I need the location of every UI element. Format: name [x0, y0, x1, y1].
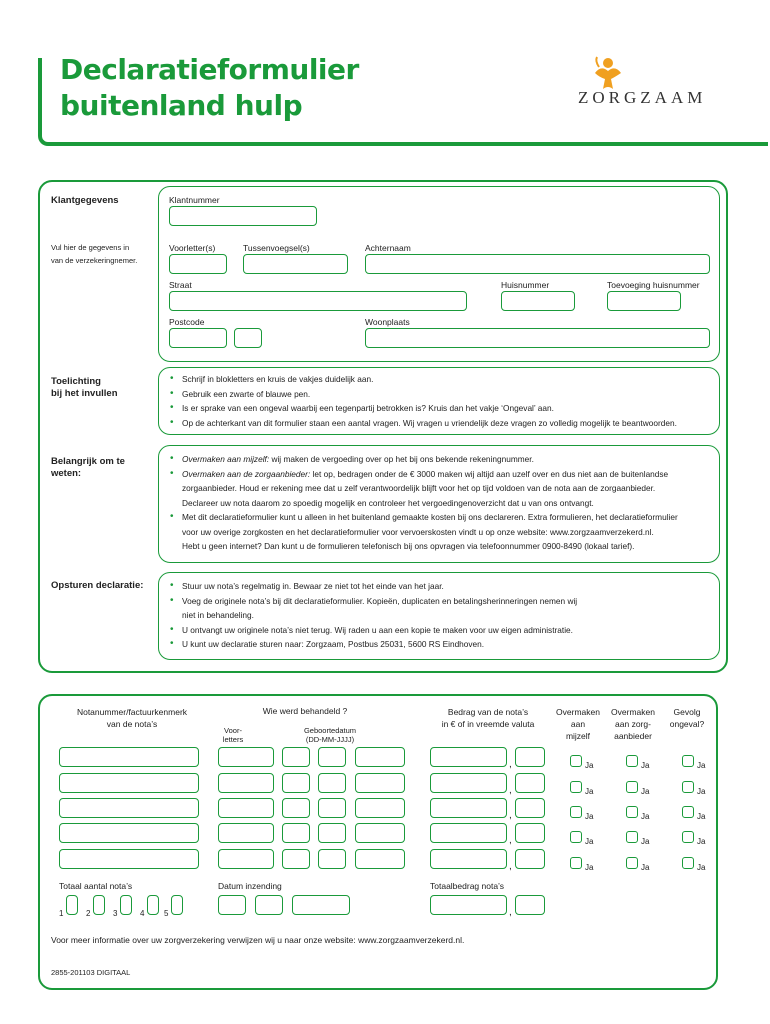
opsturen-label: Opsturen declaratie:: [51, 580, 144, 591]
postcode-label: Postcode: [169, 317, 205, 327]
straat-input[interactable]: [169, 291, 467, 311]
count-label-4: 4: [140, 909, 145, 918]
datum-maand-input[interactable]: [255, 895, 283, 915]
footer-code: 2855-201103 DIGITAAL: [51, 968, 131, 977]
col-header-line: mijzelf: [565, 731, 591, 741]
ongeval-ja-label-4: Ja: [697, 837, 706, 846]
datum-jaar-input[interactable]: [292, 895, 350, 915]
voorletters-row-input-3[interactable]: [218, 798, 274, 818]
bedrag-input-4[interactable]: [430, 823, 507, 843]
zorgaanbieder-ja-label-1: Ja: [641, 761, 650, 770]
voorletters-row-input-4[interactable]: [218, 823, 274, 843]
totaalbedrag-comma: ,: [509, 907, 512, 918]
ongeval-ja-label-5: Ja: [697, 863, 706, 872]
list-item: [170, 452, 718, 467]
col-header-line: Overmaken: [556, 707, 600, 717]
col-header-line: (DD-MM-JJJJ): [305, 735, 355, 744]
totaal-aantal-label: Totaal aantal nota’s: [59, 881, 133, 891]
count-label-1: 1: [59, 909, 64, 918]
col-behandeld-header: Wie werd behandeld ?: [262, 706, 348, 716]
voorletters-label: Voorletter(s): [169, 243, 216, 253]
mijzelf-checkbox-1[interactable]: [570, 755, 582, 767]
mijzelf-ja-label-3: Ja: [585, 812, 594, 821]
bedrag-cents-input-3[interactable]: [515, 798, 545, 818]
list-item: [170, 510, 718, 554]
belangrijk-label-1: Belangrijk om te: [51, 456, 125, 467]
nota-nummer-input-1[interactable]: [59, 747, 199, 767]
list-item: • Gebruik een zwarte of blauwe pen.: [170, 387, 715, 402]
klantnummer-label: Klantnummer: [169, 195, 220, 205]
count-label-3: 3: [113, 909, 118, 918]
bedrag-input-3[interactable]: [430, 798, 507, 818]
postcode-digits-input[interactable]: [169, 328, 227, 348]
mijzelf-ja-label-2: Ja: [585, 787, 594, 796]
ongeval-checkbox-1[interactable]: [682, 755, 694, 767]
opsturen-list: [170, 579, 715, 652]
col-zorg-header: [606, 706, 660, 742]
col-gevolg-header: [660, 706, 714, 730]
list-item: [170, 467, 718, 511]
toevoeging-label: Toevoeging huisnummer: [607, 280, 700, 290]
nota-nummer-input-3[interactable]: [59, 798, 199, 818]
col-header-line: in € of in vreemde valuta: [441, 719, 535, 729]
mijzelf-checkbox-5[interactable]: [570, 857, 582, 869]
totaalbedrag-input[interactable]: [430, 895, 507, 915]
page-title: [60, 52, 359, 124]
ongeval-ja-label-3: Ja: [697, 812, 706, 821]
col-header-line: Geboortedatum: [303, 726, 357, 735]
item-text: wij maken de vergoeding over op het bij ons bekende rekeningnummer.: [269, 454, 534, 464]
bedrag-input-1[interactable]: [430, 747, 507, 767]
geboorte-dag-input-3[interactable]: [282, 798, 310, 818]
list-item: • Is er sprake van een ongeval waarbij een tegenpartij betrokken is? Kruis dan het vakje ‘Ongeval’ aan.: [170, 401, 715, 416]
col-header-line: letters: [222, 735, 244, 744]
footer-info: Voor meer informatie over uw zorgverzekering verwijzen wij u naar onze website: www.zorgzaamverzekerd.nl.: [51, 935, 465, 945]
col-header-line: Voor-: [224, 726, 242, 735]
achternaam-label: Achternaam: [365, 243, 411, 253]
klant-instruction-2: van de verzekeringnemer.: [51, 256, 138, 265]
zorgaanbieder-ja-label-3: Ja: [641, 812, 650, 821]
bedrag-comma-5: ,: [509, 861, 512, 872]
bedrag-comma-1: ,: [509, 759, 512, 770]
zorgaanbieder-ja-label-2: Ja: [641, 787, 650, 796]
header-bracket-line: [38, 58, 42, 136]
geboorte-maand-input-1[interactable]: [318, 747, 346, 767]
belangrijk-label-2: weten:: [51, 468, 82, 479]
col-header-line: Bedrag van de nota’s: [447, 707, 529, 717]
header-bracket-bottom: [50, 142, 768, 146]
voorletters-row-input-2[interactable]: [218, 773, 274, 793]
toevoeging-input[interactable]: [607, 291, 681, 311]
ongeval-checkbox-2[interactable]: [682, 781, 694, 793]
belangrijk-list: [170, 452, 718, 554]
woonplaats-label: Woonplaats: [365, 317, 410, 327]
geboorte-maand-input-4[interactable]: [318, 823, 346, 843]
list-item: [170, 594, 715, 623]
toelichting-list: [170, 372, 715, 430]
item-emphasis: Overmaken aan mijzelf:: [182, 454, 270, 464]
geboorte-jaar-input-2[interactable]: [355, 773, 405, 793]
bedrag-cents-input-4[interactable]: [515, 823, 545, 843]
klantgegevens-label: Klantgegevens: [51, 195, 119, 206]
geboorte-dag-input-2[interactable]: [282, 773, 310, 793]
nota-nummer-input-2[interactable]: [59, 773, 199, 793]
zorgaanbieder-checkbox-3[interactable]: [626, 806, 638, 818]
item-text: Declareer uw nota daarom zo spoedig mogelijk en controleer het vergoedingenoverzicht dat u van ons ontvangt.: [182, 497, 594, 508]
item-text: Hebt u geen internet? Dan kunt u de formulieren telefonisch bij ons opvragen via telefoonnummer 0900-8490 (lokaal tarief).: [182, 541, 635, 551]
item-emphasis: Overmaken aan de zorgaanbieder:: [182, 468, 311, 479]
zorgaanbieder-checkbox-5[interactable]: [626, 857, 638, 869]
item-text: let op, bedragen onder de € 3000 maken wij altijd aan uzelf over en dus niet aan de buitenlandse: [310, 468, 669, 479]
col-header-line: Overmaken: [611, 707, 655, 717]
title-line-1: Declaratieformulier: [60, 53, 359, 86]
mijzelf-checkbox-2[interactable]: [570, 781, 582, 793]
col-header-line: Notanummer/factuurkenmerk: [76, 707, 188, 717]
ongeval-checkbox-5[interactable]: [682, 857, 694, 869]
straat-label: Straat: [169, 280, 192, 290]
ongeval-checkbox-4[interactable]: [682, 831, 694, 843]
col-bedrag-header: [428, 706, 548, 730]
huisnummer-input[interactable]: [501, 291, 575, 311]
col-mijzelf-header: [551, 706, 605, 742]
bedrag-comma-2: ,: [509, 785, 512, 796]
bedrag-cents-input-1[interactable]: [515, 747, 545, 767]
geboorte-dag-input-4[interactable]: [282, 823, 310, 843]
bedrag-cents-input-5[interactable]: [515, 849, 545, 869]
bedrag-input-5[interactable]: [430, 849, 507, 869]
count-box-2[interactable]: [93, 895, 105, 915]
bedrag-comma-4: ,: [509, 835, 512, 846]
mijzelf-ja-label-4: Ja: [585, 837, 594, 846]
ongeval-ja-label-2: Ja: [697, 787, 706, 796]
col-header-line: van de nota’s: [106, 719, 158, 729]
zorgaanbieder-checkbox-2[interactable]: [626, 781, 638, 793]
voorletters-input[interactable]: [169, 254, 227, 274]
totaalbedrag-label: Totaalbedrag nota’s: [430, 881, 505, 891]
zorgaanbieder-ja-label-5: Ja: [641, 863, 650, 872]
mijzelf-ja-label-5: Ja: [585, 863, 594, 872]
title-line-2: buitenland hulp: [60, 89, 303, 122]
geboorte-dag-input-5[interactable]: [282, 849, 310, 869]
toelichting-label-2: bij het invullen: [51, 388, 118, 399]
toelichting-label-1: Toelichting: [51, 376, 101, 387]
bedrag-input-2[interactable]: [430, 773, 507, 793]
col-geboorte-header: [290, 726, 370, 744]
list-item: • Op de achterkant van dit formulier staan een aantal vragen. Wij vragen u vriendelijk deze vragen zo volledig mogelijk te beantwoorden.: [170, 416, 715, 431]
datum-inzending-label: Datum inzending: [218, 881, 282, 891]
woonplaats-input[interactable]: [365, 328, 710, 348]
totaalbedrag-cents-input[interactable]: [515, 895, 545, 915]
item-text: zorgaanbieder. Houd er rekening mee dat u zelf verantwoordelijk blijft voor het op tijd voldoen van de nota aan de zorgaanbieder.: [182, 483, 656, 493]
list-item: • Stuur uw nota’s regelmatig in. Bewaar ze niet tot het einde van het jaar.: [170, 579, 715, 594]
item-text: voor uw overige zorgkosten en het declaratieformulier voor vervoerskosten vindt u op onze website: www.zorgzaamverzekerd.nl.: [182, 526, 654, 537]
ongeval-checkbox-3[interactable]: [682, 806, 694, 818]
col-header-line: aan zorg-: [615, 719, 651, 729]
ongeval-ja-label-1: Ja: [697, 761, 706, 770]
geboorte-maand-input-3[interactable]: [318, 798, 346, 818]
postcode-letters-input[interactable]: [234, 328, 262, 348]
col-header-line: Gevolg: [673, 707, 701, 717]
bedrag-cents-input-2[interactable]: [515, 773, 545, 793]
zorgaanbieder-checkbox-4[interactable]: [626, 831, 638, 843]
achternaam-input[interactable]: [365, 254, 710, 274]
count-box-3[interactable]: [120, 895, 132, 915]
mijzelf-checkbox-4[interactable]: [570, 831, 582, 843]
klant-instruction-1: Vul hier de gegevens in: [51, 243, 130, 252]
col-header-line: ongeval?: [669, 719, 705, 729]
count-box-5[interactable]: [171, 895, 183, 915]
huisnummer-label: Huisnummer: [501, 280, 550, 290]
bedrag-comma-3: ,: [509, 810, 512, 821]
geboorte-maand-input-5[interactable]: [318, 849, 346, 869]
voorletters-row-input-1[interactable]: [218, 747, 274, 767]
count-label-2: 2: [86, 909, 91, 918]
logo-text: ZORGZAAM: [578, 88, 707, 107]
count-label-5: 5: [164, 909, 169, 918]
list-item: • Schrijf in blokletters en kruis de vakjes duidelijk aan.: [170, 372, 715, 387]
geboorte-jaar-input-5[interactable]: [355, 849, 405, 869]
col-header-line: aanbieder: [614, 731, 652, 741]
geboorte-jaar-input-4[interactable]: [355, 823, 405, 843]
klantnummer-input[interactable]: [169, 206, 317, 226]
geboorte-dag-input-1[interactable]: [282, 747, 310, 767]
voorletters-row-input-5[interactable]: [218, 849, 274, 869]
geboorte-jaar-input-3[interactable]: [355, 798, 405, 818]
nota-nummer-input-5[interactable]: [59, 849, 199, 869]
zorgaanbieder-checkbox-1[interactable]: [626, 755, 638, 767]
count-box-1[interactable]: [66, 895, 78, 915]
item-text: Voeg de originele nota’s bij dit declaratieformulier. Kopieën, duplicaten en betalingsherinneringen nemen wij: [182, 595, 578, 606]
nota-nummer-input-4[interactable]: [59, 823, 199, 843]
tussenvoegsel-label: Tussenvoegsel(s): [243, 243, 310, 253]
col-nota-header: [52, 706, 212, 730]
datum-dag-input[interactable]: [218, 895, 246, 915]
geboorte-maand-input-2[interactable]: [318, 773, 346, 793]
col-header-line: aan: [570, 719, 586, 729]
list-item: • U kunt uw declaratie sturen naar: Zorgzaam, Postbus 25031, 5600 RS Eindhoven.: [170, 637, 715, 652]
item-text: Met dit declaratieformulier kunt u alleen in het buitenland gemaakte kosten bij ons declareren. Extra formulieren, het declaratieformulier: [182, 512, 678, 522]
mijzelf-checkbox-3[interactable]: [570, 806, 582, 818]
geboorte-jaar-input-1[interactable]: [355, 747, 405, 767]
zorgaanbieder-ja-label-4: Ja: [641, 837, 650, 846]
item-text: niet in behandeling.: [182, 610, 254, 620]
col-voorletters-header: [218, 726, 248, 744]
list-item: • U ontvangt uw originele nota’s niet terug. Wij raden u aan een kopie te maken voor uw eigen administratie.: [170, 623, 715, 638]
count-box-4[interactable]: [147, 895, 159, 915]
mijzelf-ja-label-1: Ja: [585, 761, 594, 770]
tussenvoegsel-input[interactable]: [243, 254, 348, 274]
